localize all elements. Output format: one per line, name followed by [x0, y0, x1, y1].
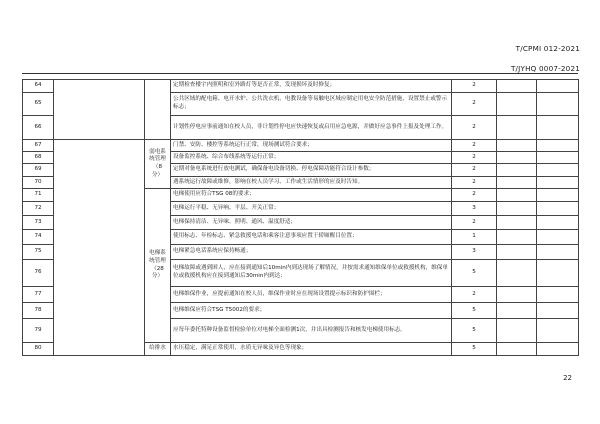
- row-requirement: 电梯保持清洁、无异味、照明、通风、温度舒适；: [171, 216, 452, 230]
- blank-cell: [497, 80, 537, 93]
- blank-cell: [537, 343, 579, 356]
- page-number: 22: [563, 374, 572, 382]
- section-elevator: 电梯系统管理（28分）: [145, 189, 171, 343]
- blank-cell: [497, 93, 537, 116]
- row-number: 77: [23, 287, 54, 303]
- category-cell: [54, 80, 145, 140]
- row-requirement: 水压稳定，满足正常使用，水质无异味及异色等现象；: [171, 343, 452, 356]
- row-number: 67: [23, 140, 54, 152]
- row-number: 80: [23, 343, 54, 356]
- row-number: 69: [23, 164, 54, 177]
- section-weak-current: 弱电系统管理（8分）: [145, 140, 171, 189]
- row-score: 2: [452, 177, 497, 189]
- section-water-supply: 给排水: [145, 343, 171, 356]
- blank-cell: [537, 245, 579, 260]
- row-requirement: 电梯紧急电话系统应保持畅通；: [171, 245, 452, 260]
- blank-cell: [537, 260, 579, 287]
- row-number: 64: [23, 80, 54, 93]
- row-requirement: 电梯维保作业，应提前通知在校人员，维保作业时应在现场设置提示标识和防护围栏；: [171, 287, 452, 303]
- blank-cell: [497, 216, 537, 230]
- blank-cell: [497, 303, 537, 319]
- row-score: 2: [452, 287, 497, 303]
- row-score: 5: [452, 260, 497, 287]
- blank-cell: [497, 140, 537, 152]
- blank-cell: [537, 287, 579, 303]
- row-score: 5: [452, 303, 497, 319]
- blank-cell: [497, 202, 537, 216]
- row-requirement: 定期对备电系统进行放电测试，确保备电设备切换、停电保障功能符合设计参数；: [171, 164, 452, 177]
- section-cell: [145, 80, 171, 140]
- row-requirement: 电梯维保应符合TSG T5002的要求；: [171, 303, 452, 319]
- row-number: 76: [23, 260, 54, 287]
- row-number: 65: [23, 93, 54, 116]
- row-requirement: 使用标志、年检标志、紧急救援电话和乘客注意事项应置于轿厢醒目位置；: [171, 230, 452, 245]
- row-number: 79: [23, 319, 54, 343]
- row-number: 71: [23, 189, 54, 202]
- row-score: 2: [452, 80, 497, 93]
- assessment-table: [22, 79, 579, 356]
- blank-cell: [537, 216, 579, 230]
- row-number: 68: [23, 152, 54, 164]
- blank-cell: [537, 152, 579, 164]
- row-number: 70: [23, 177, 54, 189]
- row-requirement: 电梯使用应符合TSG 08的要求；: [171, 189, 452, 202]
- blank-cell: [497, 260, 537, 287]
- row-score: 2: [452, 152, 497, 164]
- row-number: 72: [23, 202, 54, 216]
- row-requirement: 定期检查楼宇内照明和室外路灯等是否正常，发现损坏及时修复；: [171, 80, 452, 93]
- row-requirement: 门禁、安防、楼控等系统运行正常，现场测试符合要求；: [171, 140, 452, 152]
- blank-cell: [497, 287, 537, 303]
- blank-cell: [497, 230, 537, 245]
- blank-cell: [497, 319, 537, 343]
- blank-cell: [497, 245, 537, 260]
- blank-cell: [537, 116, 579, 140]
- blank-cell: [537, 303, 579, 319]
- row-score: 3: [452, 245, 497, 260]
- blank-cell: [537, 319, 579, 343]
- row-number: 78: [23, 303, 54, 319]
- row-score: 5: [452, 343, 497, 356]
- row-score: 1: [452, 230, 497, 245]
- row-score: 2: [452, 189, 497, 202]
- blank-cell: [537, 93, 579, 116]
- category-cell: [54, 140, 145, 356]
- blank-cell: [497, 177, 537, 189]
- row-score: 5: [452, 319, 497, 343]
- row-number: 73: [23, 216, 54, 230]
- blank-cell: [537, 164, 579, 177]
- row-requirement: 设备监控系统、综合布线系统等运行正常；: [171, 152, 452, 164]
- row-score: 2: [452, 116, 497, 140]
- blank-cell: [497, 164, 537, 177]
- blank-cell: [537, 189, 579, 202]
- blank-cell: [537, 202, 579, 216]
- blank-cell: [497, 116, 537, 140]
- row-score: 3: [452, 202, 497, 216]
- header-rule: [22, 73, 578, 74]
- table-row: [23, 140, 579, 152]
- row-score: 2: [452, 140, 497, 152]
- row-requirement: 电梯故障或遇到困人，应在接到通知后10min内到达现场了解情况，并按需求通知维保单位或救援机构，维保单位或救援机构应在接到通知后30min内到达；: [171, 260, 452, 287]
- blank-cell: [537, 177, 579, 189]
- row-score: 2: [452, 164, 497, 177]
- row-requirement: 应每年委托特种设备监督检验单位对电梯全面检测1次，并出具检测报告和核发电梯使用标志。: [171, 319, 452, 343]
- blank-cell: [497, 343, 537, 356]
- row-number: 74: [23, 230, 54, 245]
- blank-cell: [497, 189, 537, 202]
- blank-cell: [497, 152, 537, 164]
- row-requirement: 公共区域的配电箱、电开水炉、公共洗衣机、电教设备等易触电区域应制定用电安全防范措施，设置禁止或警示标志；: [171, 93, 452, 116]
- row-number: 66: [23, 116, 54, 140]
- standard-code-1: T/CPMI 012-2021: [515, 44, 580, 53]
- row-requirement: 电梯运行平稳、无异响、平层、开关正常；: [171, 202, 452, 216]
- blank-cell: [537, 230, 579, 245]
- row-score: 2: [452, 93, 497, 116]
- row-score: 2: [452, 216, 497, 230]
- blank-cell: [537, 80, 579, 93]
- blank-cell: [537, 140, 579, 152]
- standard-code-2: T/JYHQ 0007-2021: [510, 64, 580, 73]
- row-requirement: 遇系统运行故障或维修，影响在校人员学习、工作或生活情形的应及时告知。: [171, 177, 452, 189]
- row-number: 75: [23, 245, 54, 260]
- table-row: [23, 80, 579, 93]
- row-requirement: 计划性停电应事前通知在校人员，非计划性停电应快速恢复或启用应急电源，并做好应急事件上报及处理工作。: [171, 116, 452, 140]
